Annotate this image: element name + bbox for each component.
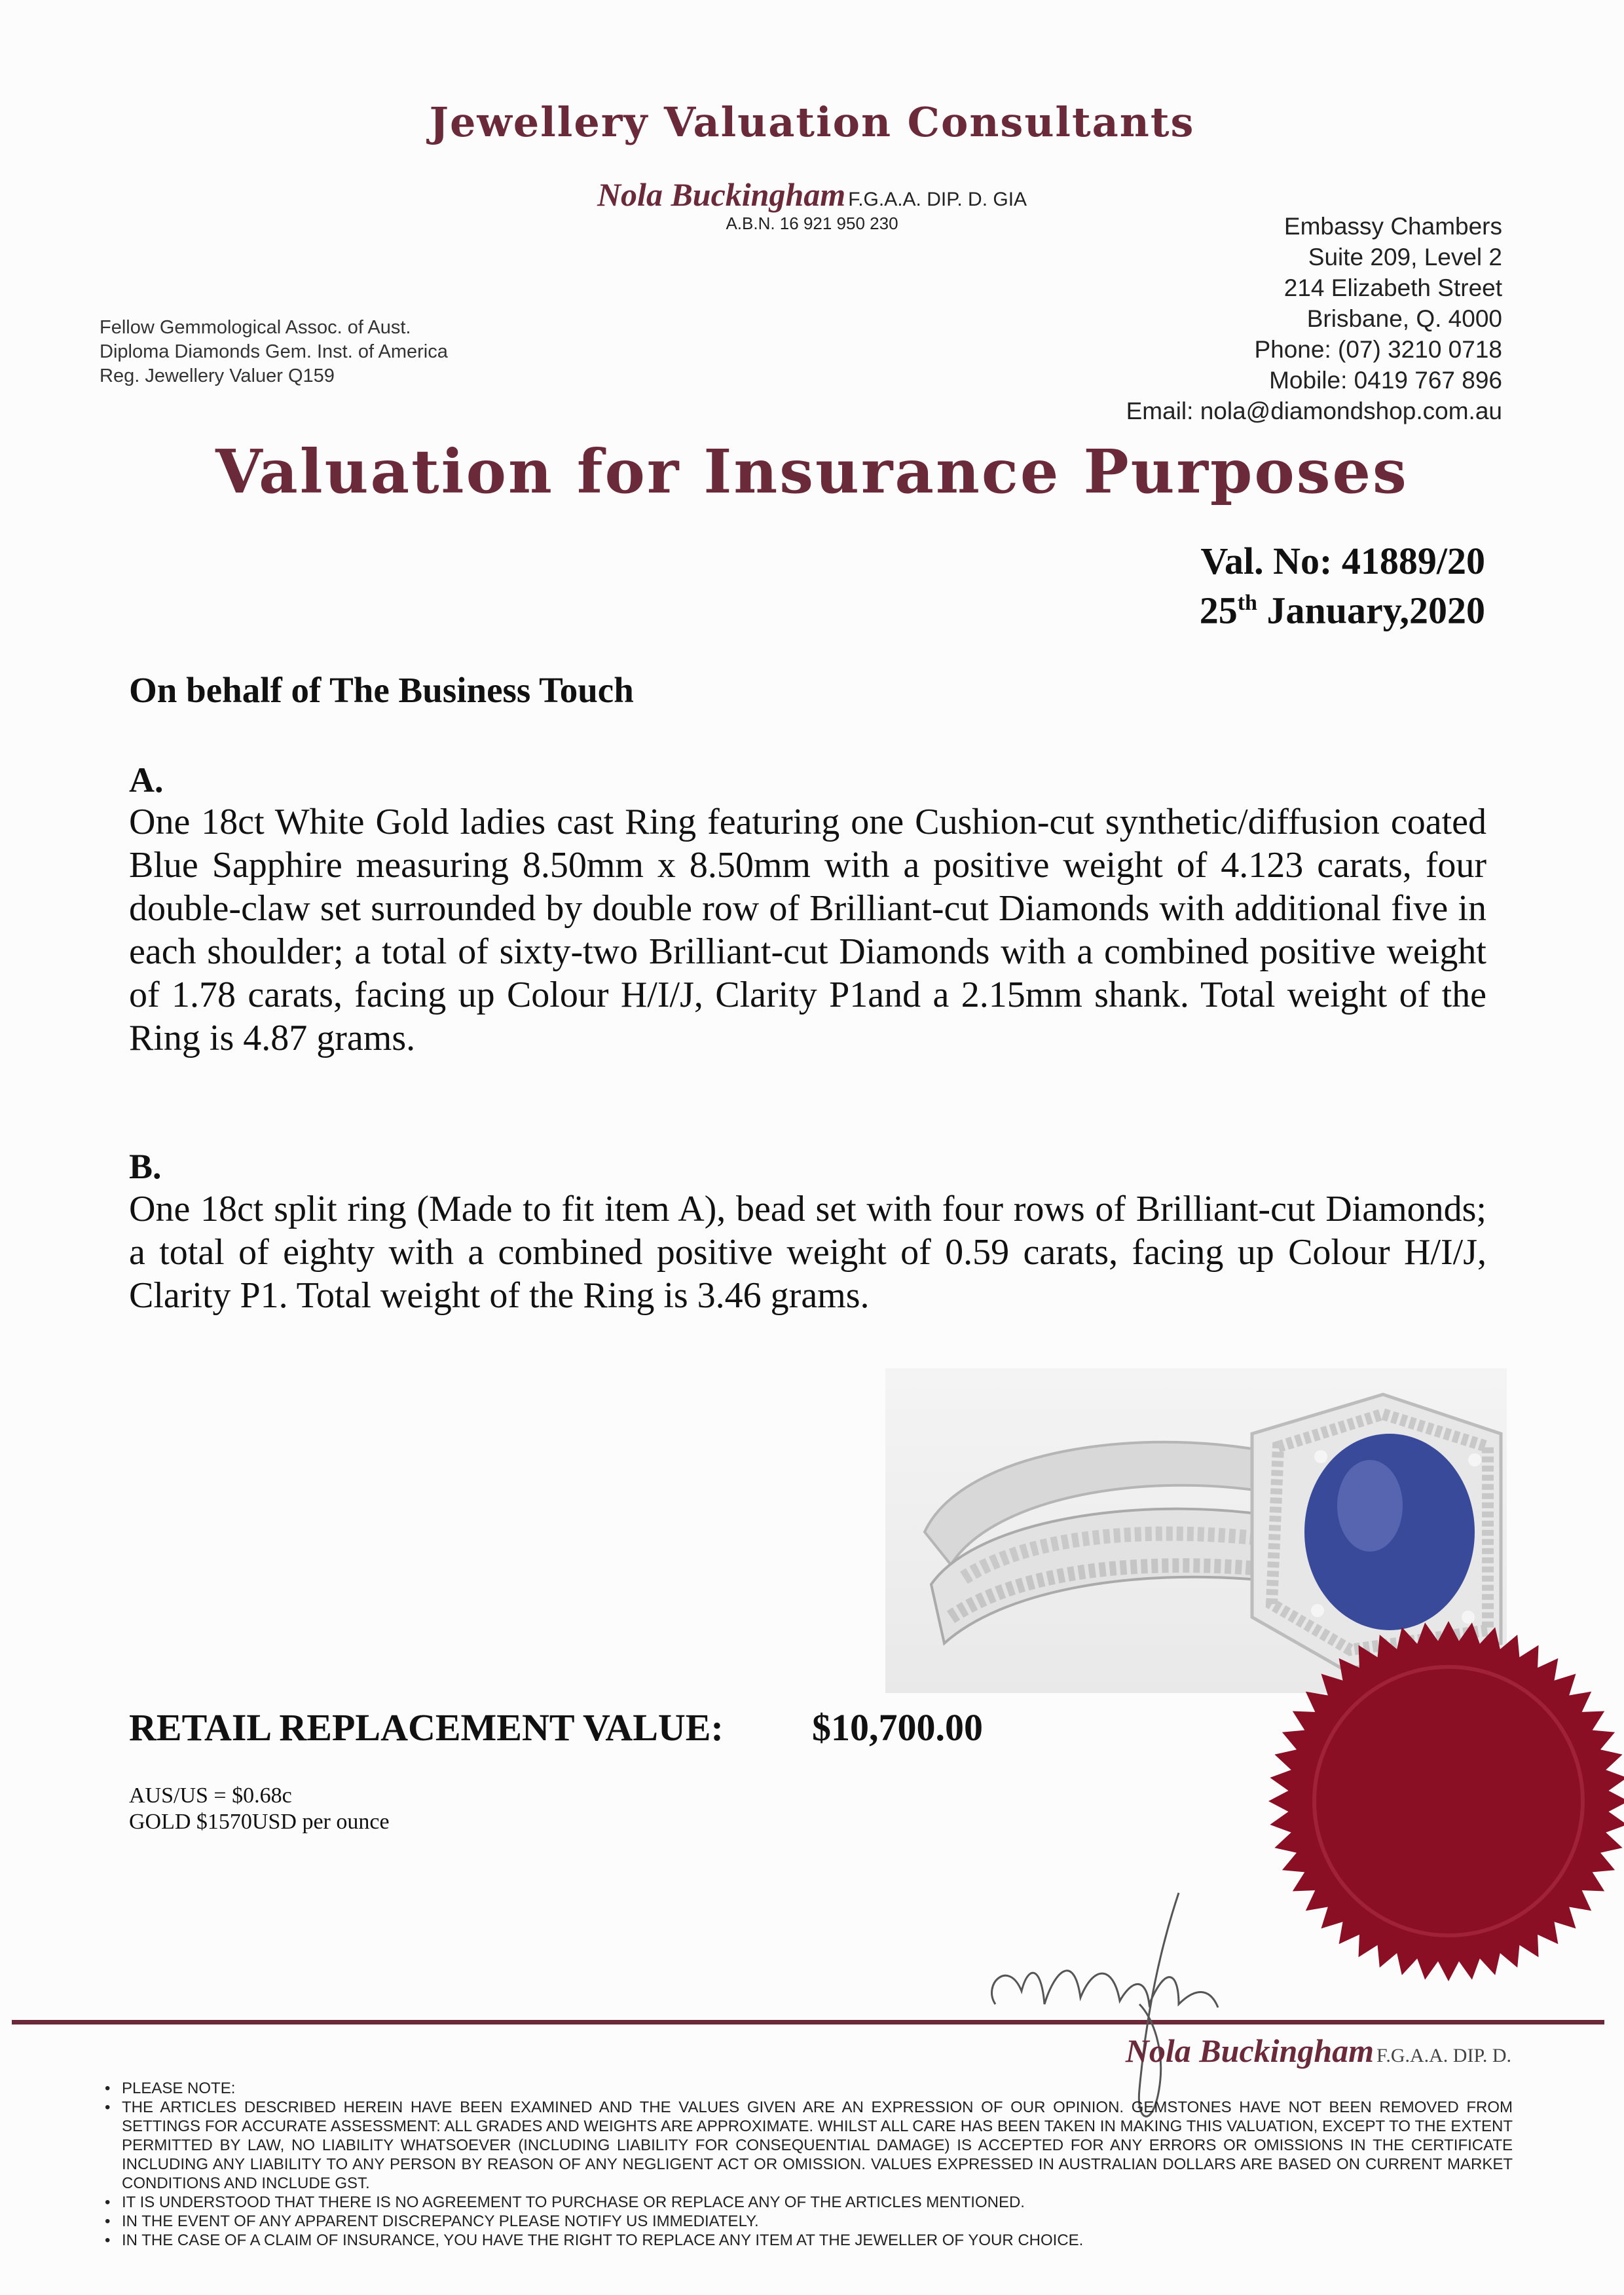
credential: Fellow Gemmological Assoc. of Aust. xyxy=(100,317,411,338)
email: Email: nola@diamondshop.com.au xyxy=(1126,398,1502,424)
signatory xyxy=(1126,2032,1511,2070)
valuation-reference xyxy=(1200,540,1485,631)
mobile: Mobile: 0419 767 896 xyxy=(1269,367,1502,394)
note-item: • IN THE CASE OF A CLAIM OF INSURANCE, YOU HAVE THE RIGHT TO REPLACE ANY ITEM AT THE JEWELLER OF YOUR CHOICE. xyxy=(105,2231,1513,2250)
address-block xyxy=(1126,211,1502,426)
retail-value: $10,700.00 xyxy=(812,1706,983,1749)
item-b-label: B. xyxy=(129,1147,162,1186)
on-behalf-of: On behalf of The Business Touch xyxy=(129,670,634,710)
item-b-description: One 18ct split ring (Made to fit item A), bead set with four rows of Brilliant-cut Diamonds; a total of eighty with a combined positive weight of 0.59 carats, facing up Colour H/I/J, Clarity P1. Total weight of the Ring is 3.46 grams. xyxy=(129,1189,1486,1316)
valuer-qualifications: F.G.A.A. DIP. D. GIA xyxy=(848,189,1027,210)
valuer-heading xyxy=(0,176,1624,214)
note-item: • IT IS UNDERSTOOD THAT THERE IS NO AGREEMENT TO PURCHASE OR REPLACE ANY OF THE ARTICLES MENTIONED. xyxy=(105,2193,1513,2212)
note-heading: • PLEASE NOTE: xyxy=(105,2079,1513,2098)
divider-rule xyxy=(12,2020,1604,2024)
valuation-number: Val. No: 41889/20 xyxy=(1200,540,1485,582)
date-suffix: th xyxy=(1237,591,1257,615)
wax-seal-icon xyxy=(1265,1618,1624,1985)
abn: A.B.N. 16 921 950 230 xyxy=(726,214,898,233)
retail-replacement xyxy=(129,1706,983,1749)
note-item: • IN THE EVENT OF ANY APPARENT DISCREPANCY PLEASE NOTIFY US IMMEDIATELY. xyxy=(105,2212,1513,2231)
credential: Reg. Jewellery Valuer Q159 xyxy=(100,365,335,386)
date-day: 25 xyxy=(1199,589,1238,632)
exchange-rate: AUS/US = $0.68c xyxy=(129,1783,292,1808)
item-a-label: A. xyxy=(129,760,164,800)
firm-name: Jewellery Valuation Consultants xyxy=(429,98,1195,146)
note-item: • THE ARTICLES DESCRIBED HEREIN HAVE BEEN EXAMINED AND THE VALUES GIVEN ARE AN EXPRESSION OF OUR OPINION. GEMSTONES HAVE NOT BEEN REMOVED FROM SETTINGS FOR ACCURATE ASSESSMENT: ALL GRADES AND WEIGHTS ARE APPROXIMATE. WHILST ALL CARE HAS BEEN TAKEN IN MAKING THIS VALUATION, EXCEPT TO THE EXTENT PERMITTED BY LAW, NO LIABILITY WHATSOEVER (INCLUDING LIABILITY FOR CONSEQUENTIAL DAMAGE) IS ACCEPTED FOR ANY ERRORS OR OMISSIONS IN THE CERTIFICATE INCLUDING ANY LIABILITY TO ANY PERSON BY REASON OF ANY NEGLIGENT ACT OR OMISSION. VALUES EXPRESSED IN AUSTRALIAN DOLLARS ARE BASED ON CURRENT MARKET CONDITIONS AND INCLUDE GST. xyxy=(105,2098,1513,2193)
valuation-date xyxy=(1200,582,1485,631)
signatory-name: Nola Buckingham xyxy=(1125,2032,1375,2069)
address-line: 214 Elizabeth Street xyxy=(1283,274,1502,301)
retail-label: RETAIL REPLACEMENT VALUE: xyxy=(129,1706,724,1749)
rates xyxy=(129,1783,390,1835)
signatory-qualifications: F.G.A.A. DIP. D. xyxy=(1376,2045,1511,2066)
address-line: Brisbane, Q. 4000 xyxy=(1306,305,1502,332)
credential: Diploma Diamonds Gem. Inst. of America xyxy=(100,341,448,362)
gold-price: GOLD $1570USD per ounce xyxy=(129,1810,390,1834)
phone: Phone: (07) 3210 0718 xyxy=(1254,336,1502,363)
disclaimer-notes xyxy=(105,2079,1513,2250)
credentials xyxy=(100,316,448,388)
document-title: Valuation for Insurance Purposes xyxy=(215,436,1409,507)
address-line: Embassy Chambers xyxy=(1283,213,1502,240)
address-line: Suite 209, Level 2 xyxy=(1308,244,1502,271)
valuer-name: Nola Buckingham xyxy=(597,176,846,213)
date-rest: January,2020 xyxy=(1257,589,1485,632)
item-a-description: One 18ct White Gold ladies cast Ring featuring one Cushion-cut synthetic/diffusion coated Blue Sapphire measuring 8.50mm x 8.50mm with a positive weight of 4.123 carats, four double-claw set surrounded by double row of Brilliant-cut Diamonds with additional five in each shoulder; a total of sixty-two Brilliant-cut Diamonds with a combined positive weight of 1.78 carats, facing up Colour H/I/J, Clarity P1and a 2.15mm shank. Total weight of the Ring is 4.87 grams. xyxy=(129,802,1486,1058)
